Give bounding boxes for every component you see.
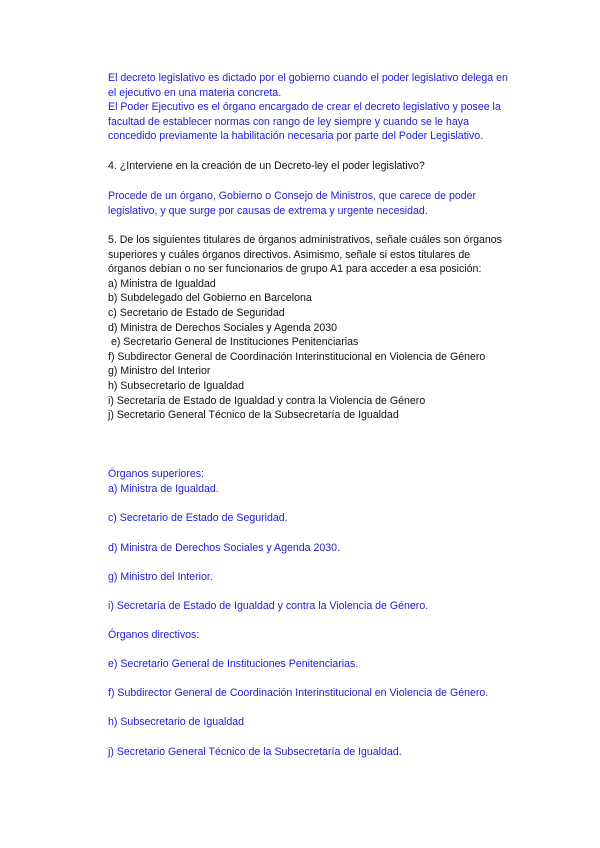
directivo-item: h) Subsecretario de Igualdad	[108, 716, 245, 728]
answer-3-line: facultad de establecer normas con rango de ley siempre y cuando se le haya	[108, 115, 469, 128]
answer-3-line: concedido previamente la habilitación necesaria por parte del Poder Legislativo.	[108, 130, 484, 143]
question-5-line: superiores y cuáles órganos directivos. Asimismo, señale si estos titulares de	[108, 248, 471, 261]
question-4	[108, 159, 578, 174]
answer-3-line: El decreto legislativo es dictado por el gobierno cuando el poder legislativo delega en	[108, 72, 508, 84]
question-5-option: a) Ministra de Igualdad	[108, 277, 216, 290]
question-4-text: 4. ¿Interviene en la creación de un Decreto-ley el poder legislativo?	[108, 160, 425, 172]
question-5-option: e) Secretario General de Instituciones Penitenciarias	[108, 336, 359, 349]
question-5-line: órganos debían o no ser funcionarios de grupo A1 para acceder a esa posición:	[108, 263, 482, 276]
answer-4-line: Procede de un órgano, Gobierno o Consejo de Ministros, que carece de poder	[108, 190, 477, 202]
question-5-option: d) Ministra de Derechos Sociales y Agenda 2030	[108, 321, 338, 334]
superior-item: g) Ministro del Interior.	[108, 571, 213, 583]
directivo-item: j) Secretario General Técnico de la Subsecretaría de Igualdad.	[108, 746, 402, 758]
superior-item: d) Ministra de Derechos Sociales y Agenda 2030.	[108, 542, 341, 554]
superior-item: i) Secretaría de Estado de Igualdad y contra la Violencia de Género.	[108, 600, 429, 612]
answer-3-line: el ejecutivo en una materia concreta.	[108, 86, 282, 99]
question-5-option: j) Secretario General Técnico de la Subsecretaría de Igualdad	[108, 409, 399, 422]
directivo-item: e) Secretario General de Instituciones Penitenciarias.	[108, 658, 359, 670]
directivos-heading: Órganos directivos:	[108, 629, 200, 641]
question-5	[108, 233, 578, 423]
question-5-option: i) Secretaría de Estado de Igualdad y contra la Violencia de Género	[108, 394, 426, 407]
directivo-item: f) Subdirector General de Coordinación Interinstitucional en Violencia de Género.	[108, 687, 489, 699]
superior-item: a) Ministra de Igualdad.	[108, 483, 219, 495]
answer-3-paragraph	[108, 71, 578, 144]
question-5-option: g) Ministro del Interior	[108, 365, 211, 378]
superiores-heading: Órganos superiores:	[108, 468, 204, 480]
question-5-option: c) Secretario de Estado de Seguridad	[108, 306, 285, 319]
question-5-option: h) Subsecretario de Igualdad	[108, 379, 245, 392]
answer-4-line: legislativo, y que surge por causas de extrema y urgente necesidad.	[108, 204, 428, 217]
question-5-option: f) Subdirector General de Coordinación Interinstitucional en Violencia de Género	[108, 350, 486, 363]
question-5-option: b) Subdelegado del Gobierno en Barcelona	[108, 292, 312, 305]
answer-3-line: El Poder Ejecutivo es el órgano encargado de crear el decreto legislativo y posee la	[108, 101, 501, 114]
answer-4-paragraph	[108, 189, 578, 218]
question-5-line: 5. De los siguientes titulares de órganos administrativos, señale cuáles son órganos	[108, 234, 502, 246]
superior-item: c) Secretario de Estado de Seguridad.	[108, 512, 288, 524]
